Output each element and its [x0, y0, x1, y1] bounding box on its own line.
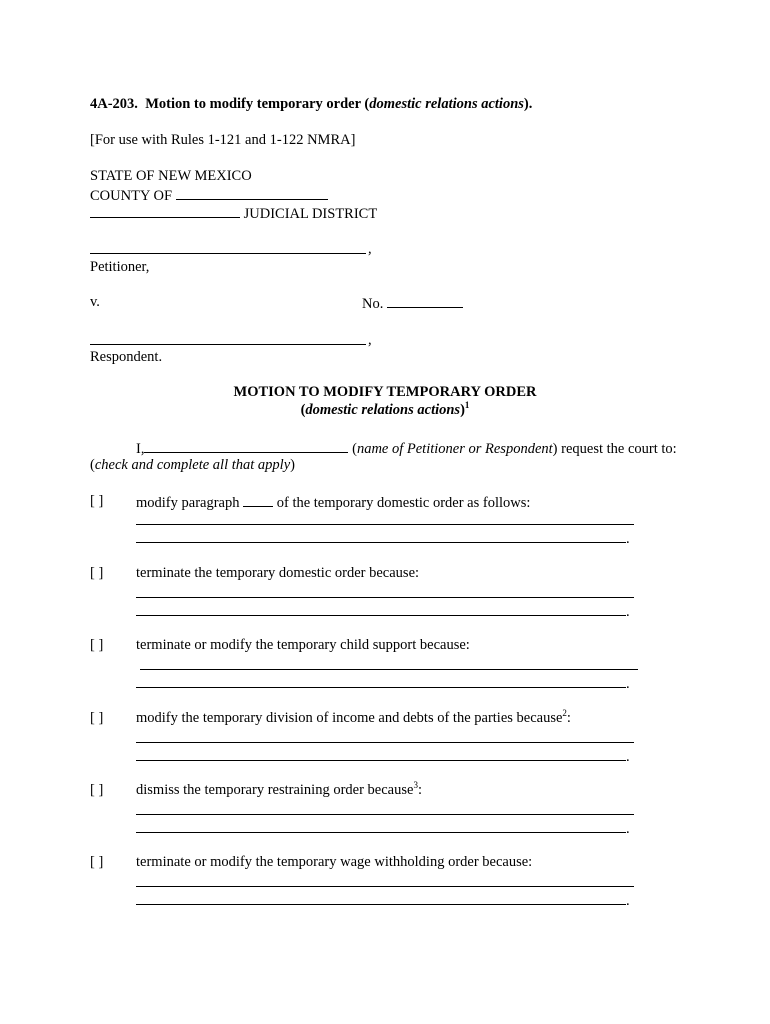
motion-subtitle: (domestic relations actions)$^1$ — [300, 400, 470, 418]
heading-subject: domestic relations actions — [369, 96, 524, 112]
district-line — [90, 205, 377, 222]
option-checkbox[interactable]: [ ] — [90, 637, 104, 653]
option-checkbox[interactable]: [ ] — [90, 782, 104, 798]
period: . — [626, 676, 630, 692]
response-line[interactable] — [136, 904, 626, 905]
county-blank[interactable] — [176, 187, 328, 200]
response-line[interactable] — [136, 597, 634, 598]
case-number-blank[interactable] — [387, 295, 463, 308]
period: . — [626, 821, 630, 837]
response-line[interactable] — [136, 760, 626, 761]
versus-label: v. — [90, 294, 100, 310]
respondent-label: Respondent. — [90, 349, 163, 365]
option-checkbox[interactable]: [ ] — [90, 854, 104, 870]
petitioner-name-blank[interactable] — [90, 253, 366, 254]
county-label: COUNTY OF — [90, 188, 173, 204]
footnote-marker: 2 — [562, 708, 567, 719]
option-suffix: : — [566, 710, 571, 726]
period: . — [626, 604, 630, 620]
use-note: [For use with Rules 1-121 and 1-122 NMRA] — [90, 132, 356, 148]
period: . — [626, 531, 630, 547]
response-line[interactable] — [136, 687, 626, 688]
motion-title: MOTION TO MODIFY TEMPORARY ORDER — [233, 384, 537, 400]
state-label: STATE OF NEW MEXICO — [90, 168, 252, 184]
instruction-text: check and complete all that apply — [94, 457, 291, 473]
case-number-line — [362, 295, 463, 312]
option-text-body: dismiss the temporary restraining order because — [136, 782, 414, 798]
heading-text: Motion to modify temporary order — [145, 96, 361, 112]
footnote-marker: 3 — [413, 780, 418, 791]
paragraph-number-blank[interactable] — [243, 494, 273, 507]
county-line — [90, 187, 328, 204]
response-line[interactable] — [136, 832, 626, 833]
footnote-marker: 1 — [464, 400, 470, 411]
response-line[interactable] — [136, 742, 634, 743]
response-line[interactable] — [140, 669, 638, 670]
intro-prefix: I, — [136, 441, 145, 457]
case-no-label: No. — [362, 296, 384, 312]
response-line[interactable] — [136, 886, 634, 887]
option-text-before: modify paragraph — [136, 495, 240, 511]
option-text: terminate or modify the temporary child support because: — [136, 637, 470, 653]
response-line[interactable] — [136, 814, 634, 815]
district-label: JUDICIAL DISTRICT — [243, 206, 378, 222]
option-text — [136, 780, 422, 798]
option-text: terminate or modify the temporary wage withholding order because: — [136, 854, 533, 870]
district-blank[interactable] — [90, 205, 240, 218]
response-line[interactable] — [136, 524, 634, 525]
option-text-body: modify the temporary division of income and debts of the parties because — [136, 710, 563, 726]
option-text: terminate the temporary domestic order because: — [136, 565, 420, 581]
petitioner-label: Petitioner, — [90, 259, 150, 275]
intro-line: I, (name of Petitioner or Respondent) request the court to: — [136, 441, 677, 457]
response-line[interactable] — [136, 615, 626, 616]
option-text-after: of the temporary domestic order as follows: — [276, 495, 531, 511]
option-checkbox[interactable]: [ ] — [90, 565, 104, 581]
option-text — [136, 708, 571, 726]
party-name-blank[interactable] — [144, 440, 348, 453]
intro-suffix: request the court to: — [561, 441, 677, 457]
motion-subtitle-text: domestic relations actions — [305, 402, 461, 418]
respondent-name-blank[interactable] — [90, 344, 366, 345]
rule-number: 4A-203. — [90, 96, 138, 112]
comma: , — [368, 332, 372, 348]
option-checkbox[interactable]: [ ] — [90, 710, 104, 726]
option-suffix: : — [417, 782, 422, 798]
instruction-line: (check and complete all that apply) — [90, 457, 295, 473]
option-checkbox[interactable]: [ ] — [90, 493, 104, 509]
comma: , — [368, 241, 372, 257]
form-heading: 4A-203. Motion to modify temporary order (domestic relations actions). — [90, 96, 533, 112]
period: . — [626, 893, 630, 909]
response-line[interactable] — [136, 542, 626, 543]
period: . — [626, 749, 630, 765]
intro-name-hint: name of Petitioner or Respondent — [356, 441, 553, 457]
option-text — [136, 494, 530, 511]
